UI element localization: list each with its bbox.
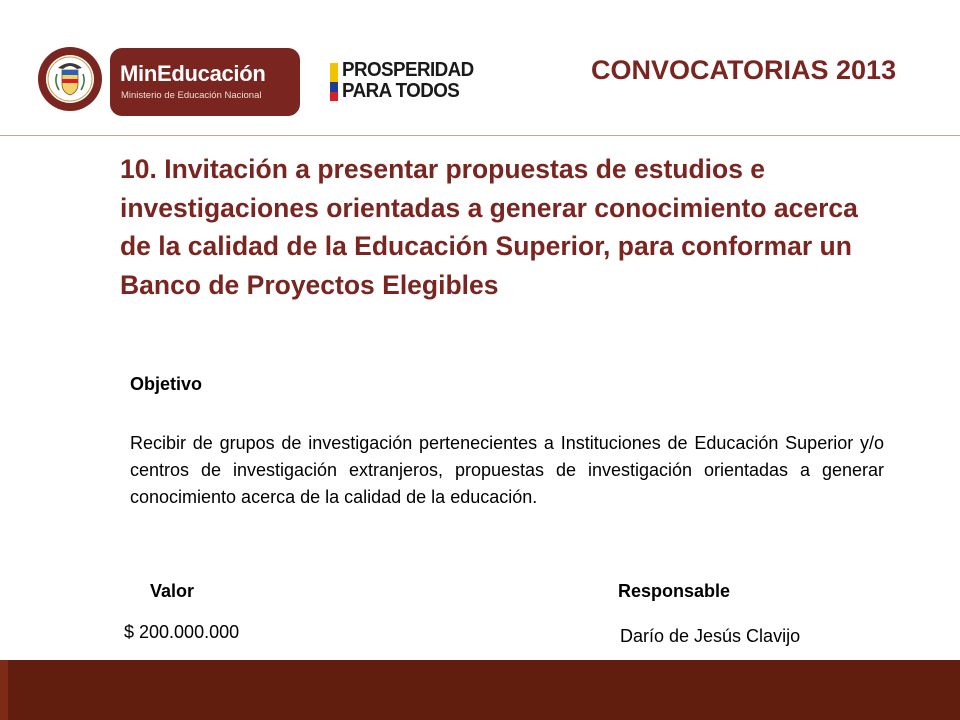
footer-bar bbox=[0, 660, 960, 720]
logo-title: MinEducación bbox=[120, 61, 266, 86]
responsable-value: Darío de Jesús Clavijo bbox=[620, 626, 801, 646]
logo-subtitle: Ministerio de Educación Nacional bbox=[121, 90, 262, 101]
colombia-flag-icon bbox=[330, 63, 338, 101]
header bbox=[0, 0, 960, 136]
slide-title: 10. Invitación a presentar propuestas de estudios e investigaciones orientadas a generar conocimiento acerca de la calidad de la Educación Superior, para conformar un Banco de Proyectos Elegibles bbox=[120, 154, 858, 300]
prosperidad-line2: PARA TODOS bbox=[342, 80, 460, 102]
footer-edge bbox=[0, 660, 8, 720]
objetivo-text: Recibir de grupos de investigación pertenecientes a Instituciones de Educación Superior y/o centros de investigación extranjeros, propuestas de investigación orientadas a generar conocimiento acerca de la calidad de la educación. bbox=[130, 433, 884, 507]
valor-label: Valor bbox=[150, 581, 195, 601]
colombia-coat-of-arms-icon bbox=[37, 46, 103, 112]
prosperidad-line1: PROSPERIDAD bbox=[342, 59, 474, 81]
prosperidad-logo bbox=[342, 60, 482, 102]
mineducacion-logo bbox=[110, 48, 300, 116]
objetivo-heading: Objetivo bbox=[130, 374, 203, 394]
convocatorias-title: CONVOCATORIAS 2013 bbox=[591, 55, 897, 85]
header-divider bbox=[0, 135, 960, 136]
valor-value: $ 200.000.000 bbox=[124, 622, 240, 642]
responsable-label: Responsable bbox=[618, 581, 731, 601]
